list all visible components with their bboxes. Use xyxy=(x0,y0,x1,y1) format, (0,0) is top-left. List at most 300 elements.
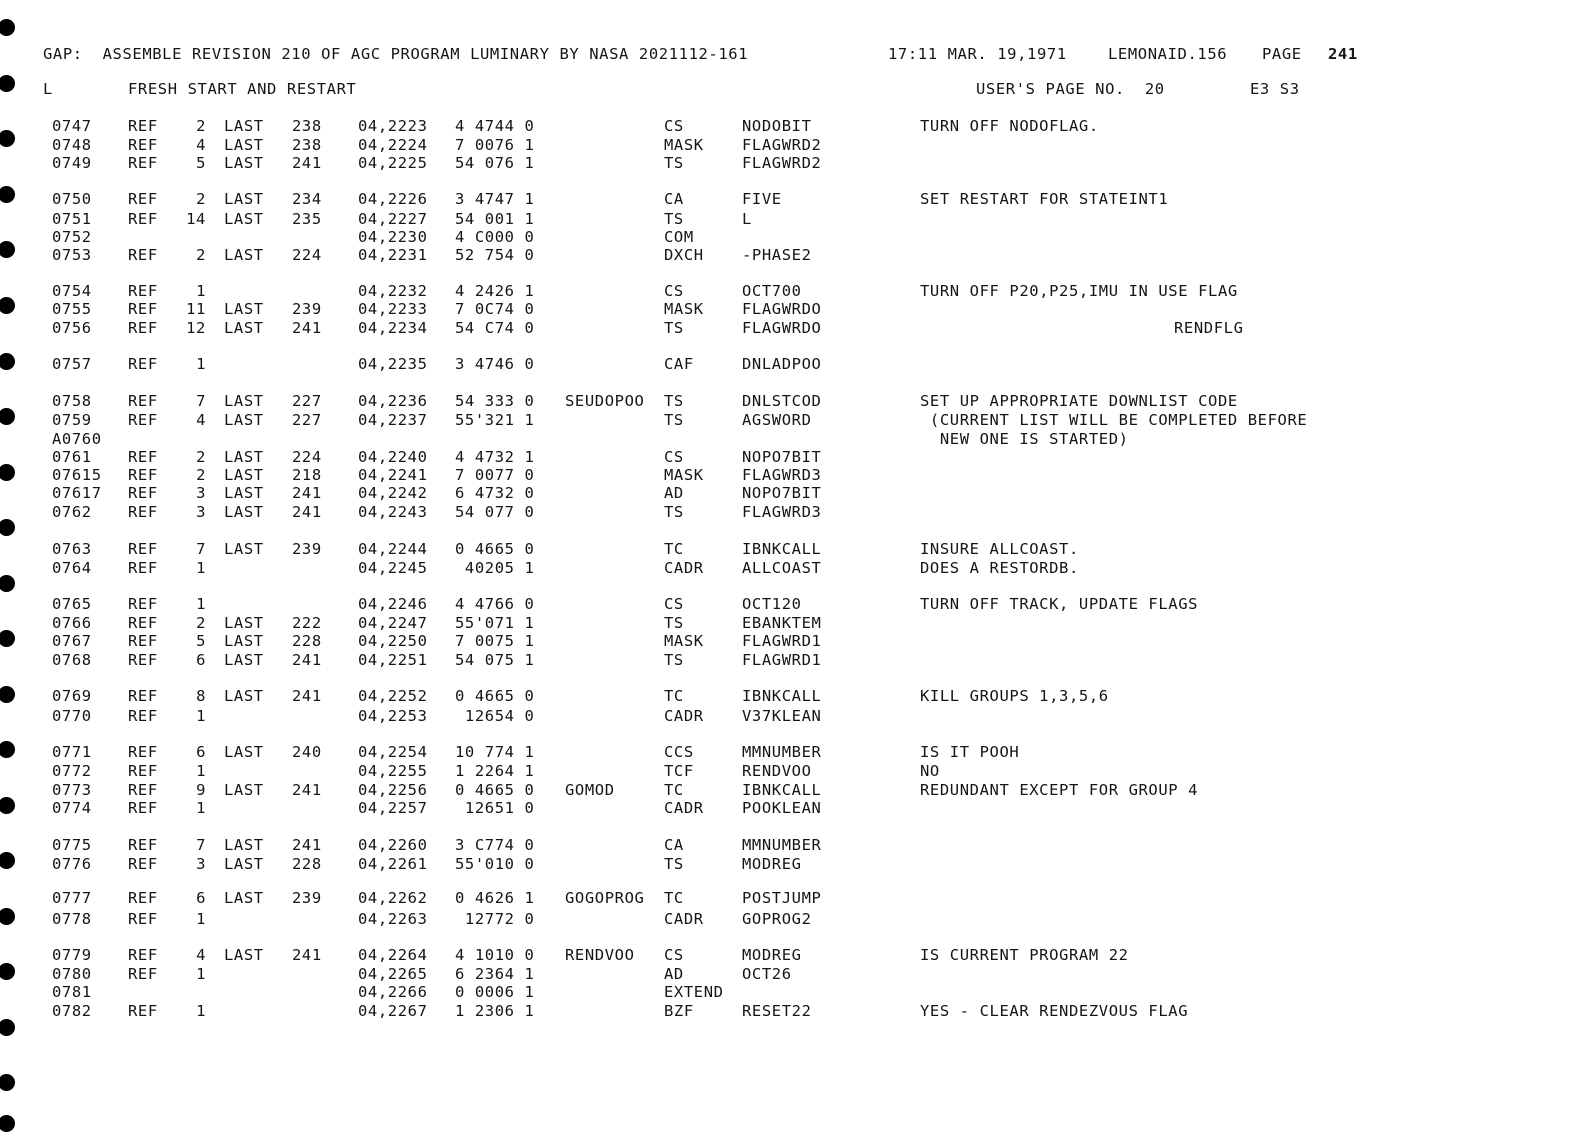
operand: FLAGWRDO xyxy=(742,319,822,337)
listing-row xyxy=(0,448,1585,467)
feed-hole xyxy=(0,19,15,36)
listing-row xyxy=(0,889,1585,908)
last-page: 239 xyxy=(292,889,322,907)
object-code: 54 C74 0 xyxy=(455,319,535,337)
opcode: TS xyxy=(664,651,684,669)
operand: IBNKCALL xyxy=(742,540,822,558)
ref-count: 1 xyxy=(196,1002,206,1020)
opcode: TS xyxy=(664,392,684,410)
last-marker: LAST xyxy=(224,540,264,558)
ref-marker: REF xyxy=(128,355,158,373)
operand: RESET22 xyxy=(742,1002,812,1020)
listing-row xyxy=(0,762,1585,781)
line-number: 0776 xyxy=(52,855,92,873)
operand: AGSWORD xyxy=(742,411,812,429)
object-code: 7 0C74 0 xyxy=(455,300,535,318)
address: 04,2266 xyxy=(358,983,428,1001)
operand: MODREG xyxy=(742,946,802,964)
line-number: 0763 xyxy=(52,540,92,558)
comment-extra: RENDFLG xyxy=(1174,319,1244,337)
line-number: 0767 xyxy=(52,632,92,650)
object-code: 54 075 1 xyxy=(455,651,535,669)
ref-marker: REF xyxy=(128,117,158,135)
opcode: TC xyxy=(664,889,684,907)
opcode: COM xyxy=(664,228,694,246)
object-code: 1 2264 1 xyxy=(455,762,535,780)
last-marker: LAST xyxy=(224,632,264,650)
last-marker: LAST xyxy=(224,319,264,337)
address: 04,2261 xyxy=(358,855,428,873)
address: 04,2226 xyxy=(358,190,428,208)
last-marker: LAST xyxy=(224,448,264,466)
object-code: 0 4626 1 xyxy=(455,889,535,907)
last-marker: LAST xyxy=(224,836,264,854)
ref-count: 9 xyxy=(196,781,206,799)
object-code: 0 4665 0 xyxy=(455,781,535,799)
ref-marker: REF xyxy=(128,559,158,577)
line-number: 0774 xyxy=(52,799,92,817)
object-code: 1 2306 1 xyxy=(455,1002,535,1020)
listing-row xyxy=(0,503,1585,522)
opcode: CADR xyxy=(664,707,704,725)
object-code: 4 4744 0 xyxy=(455,117,535,135)
opcode: TC xyxy=(664,540,684,558)
ref-marker: REF xyxy=(128,707,158,725)
operand: OCT26 xyxy=(742,965,792,983)
listing-row xyxy=(0,136,1585,155)
ref-marker: REF xyxy=(128,1002,158,1020)
opcode: MASK xyxy=(664,300,704,318)
listing-row xyxy=(0,559,1585,578)
ref-marker: REF xyxy=(128,282,158,300)
ref-marker: REF xyxy=(128,762,158,780)
operand: RENDVOO xyxy=(742,762,812,780)
line-number: 0751 xyxy=(52,210,92,228)
listing-row xyxy=(0,430,1585,449)
opcode: CADR xyxy=(664,559,704,577)
ref-count: 1 xyxy=(196,707,206,725)
object-code: 10 774 1 xyxy=(455,743,535,761)
ref-marker: REF xyxy=(128,136,158,154)
last-marker: LAST xyxy=(224,154,264,172)
ref-marker: REF xyxy=(128,836,158,854)
comment: TURN OFF P20,P25,IMU IN USE FLAG xyxy=(920,282,1238,300)
object-code: 0 4665 0 xyxy=(455,687,535,705)
address: 04,2257 xyxy=(358,799,428,817)
address: 04,2231 xyxy=(358,246,428,264)
listing-job: LEMONAID.156 xyxy=(1108,45,1228,63)
last-marker: LAST xyxy=(224,136,264,154)
last-page: 228 xyxy=(292,855,322,873)
symbol-label: SEUDOPOO xyxy=(565,392,645,410)
line-number: 0749 xyxy=(52,154,92,172)
address: 04,2232 xyxy=(358,282,428,300)
object-code: 12654 0 xyxy=(455,707,535,725)
line-number: 0750 xyxy=(52,190,92,208)
line-number: 0756 xyxy=(52,319,92,337)
object-code: 4 4732 1 xyxy=(455,448,535,466)
listing-row xyxy=(0,632,1585,651)
ref-marker: REF xyxy=(128,319,158,337)
comment: KILL GROUPS 1,3,5,6 xyxy=(920,687,1109,705)
object-code: 3 4747 1 xyxy=(455,190,535,208)
last-page: 222 xyxy=(292,614,322,632)
ref-count: 2 xyxy=(196,466,206,484)
listing-row xyxy=(0,190,1585,209)
ref-count: 4 xyxy=(196,946,206,964)
listing-row xyxy=(0,484,1585,503)
operand: -PHASE2 xyxy=(742,246,812,264)
listing-row xyxy=(0,799,1585,818)
address: 04,2254 xyxy=(358,743,428,761)
ref-count: 7 xyxy=(196,540,206,558)
line-number: 0779 xyxy=(52,946,92,964)
operand: NOPO7BIT xyxy=(742,448,822,466)
comment: (CURRENT LIST WILL BE COMPLETED BEFORE xyxy=(920,411,1308,429)
object-code: 6 2364 1 xyxy=(455,965,535,983)
address: 04,2265 xyxy=(358,965,428,983)
opcode: MASK xyxy=(664,632,704,650)
listing-row xyxy=(0,210,1585,229)
ref-count: 1 xyxy=(196,799,206,817)
last-page: 241 xyxy=(292,319,322,337)
listing-row xyxy=(0,411,1585,430)
operand: POSTJUMP xyxy=(742,889,822,907)
ref-marker: REF xyxy=(128,210,158,228)
listing-row xyxy=(0,651,1585,670)
section-mark: L xyxy=(43,80,53,98)
operand: FIVE xyxy=(742,190,782,208)
ref-marker: REF xyxy=(128,781,158,799)
operand: GOPROG2 xyxy=(742,910,812,928)
ref-count: 1 xyxy=(196,595,206,613)
last-marker: LAST xyxy=(224,855,264,873)
last-marker: LAST xyxy=(224,300,264,318)
opcode: CADR xyxy=(664,910,704,928)
symbol-label: GOMOD xyxy=(565,781,615,799)
opcode: CCS xyxy=(664,743,694,761)
listing-row xyxy=(0,154,1585,173)
opcode: CAF xyxy=(664,355,694,373)
ref-count: 1 xyxy=(196,910,206,928)
opcode: TC xyxy=(664,781,684,799)
ref-marker: REF xyxy=(128,595,158,613)
operand: NODOBIT xyxy=(742,117,812,135)
listing-row xyxy=(0,836,1585,855)
operand: ALLCOAST xyxy=(742,559,822,577)
line-number: 0762 xyxy=(52,503,92,521)
last-page: 224 xyxy=(292,246,322,264)
line-number: 0777 xyxy=(52,889,92,907)
line-number: 0768 xyxy=(52,651,92,669)
last-page: 227 xyxy=(292,411,322,429)
listing-row xyxy=(0,946,1585,965)
last-page: 234 xyxy=(292,190,322,208)
comment: IS CURRENT PROGRAM 22 xyxy=(920,946,1129,964)
ref-count: 5 xyxy=(196,632,206,650)
opcode: TCF xyxy=(664,762,694,780)
object-code: 4 4766 0 xyxy=(455,595,535,613)
opcode: EXTEND xyxy=(664,983,724,1001)
last-marker: LAST xyxy=(224,946,264,964)
ref-marker: REF xyxy=(128,484,158,502)
ref-marker: REF xyxy=(128,503,158,521)
address: 04,2236 xyxy=(358,392,428,410)
opcode: TS xyxy=(664,855,684,873)
ref-marker: REF xyxy=(128,411,158,429)
ref-marker: REF xyxy=(128,946,158,964)
ref-marker: REF xyxy=(128,910,158,928)
line-number: 0755 xyxy=(52,300,92,318)
address: 04,2245 xyxy=(358,559,428,577)
address: 04,2264 xyxy=(358,946,428,964)
address: 04,2225 xyxy=(358,154,428,172)
line-number: 0769 xyxy=(52,687,92,705)
operand: MODREG xyxy=(742,855,802,873)
operand: IBNKCALL xyxy=(742,781,822,799)
object-code: 52 754 0 xyxy=(455,246,535,264)
listing-row xyxy=(0,910,1585,929)
ref-marker: REF xyxy=(128,743,158,761)
operand: NOPO7BIT xyxy=(742,484,822,502)
object-code: 3 C774 0 xyxy=(455,836,535,854)
listing-row xyxy=(0,540,1585,559)
object-code: 54 001 1 xyxy=(455,210,535,228)
comment: SET RESTART FOR STATEINT1 xyxy=(920,190,1169,208)
line-number: 0757 xyxy=(52,355,92,373)
object-code: 54 333 0 xyxy=(455,392,535,410)
comment: NEW ONE IS STARTED) xyxy=(920,430,1129,448)
ref-marker: REF xyxy=(128,889,158,907)
last-marker: LAST xyxy=(224,210,264,228)
object-code: 4 1010 0 xyxy=(455,946,535,964)
listing-row xyxy=(0,965,1585,984)
address: 04,2223 xyxy=(358,117,428,135)
line-number: 0782 xyxy=(52,1002,92,1020)
last-marker: LAST xyxy=(224,889,264,907)
object-code: 55'071 1 xyxy=(455,614,535,632)
address: 04,2256 xyxy=(358,781,428,799)
object-code: 40205 1 xyxy=(455,559,535,577)
last-page: 228 xyxy=(292,632,322,650)
ref-marker: REF xyxy=(128,965,158,983)
opcode: TS xyxy=(664,210,684,228)
address: 04,2247 xyxy=(358,614,428,632)
ref-count: 6 xyxy=(196,889,206,907)
last-page: 235 xyxy=(292,210,322,228)
ref-count: 1 xyxy=(196,282,206,300)
address: 04,2244 xyxy=(358,540,428,558)
listing-row xyxy=(0,319,1585,338)
line-number: 0764 xyxy=(52,559,92,577)
address: 04,2260 xyxy=(358,836,428,854)
last-marker: LAST xyxy=(224,614,264,632)
ref-count: 6 xyxy=(196,651,206,669)
ref-count: 3 xyxy=(196,484,206,502)
listing-row xyxy=(0,687,1585,706)
last-page: 241 xyxy=(292,154,322,172)
last-page: 240 xyxy=(292,743,322,761)
line-number: 0761 xyxy=(52,448,92,466)
opcode: CA xyxy=(664,190,684,208)
line-number: 0775 xyxy=(52,836,92,854)
ref-marker: REF xyxy=(128,466,158,484)
line-number: 07615 xyxy=(52,466,102,484)
line-number: 0765 xyxy=(52,595,92,613)
operand: MMNUMBER xyxy=(742,836,822,854)
comment: NO xyxy=(920,762,940,780)
line-number: 0781 xyxy=(52,983,92,1001)
listing-row xyxy=(0,246,1585,265)
last-page: 241 xyxy=(292,781,322,799)
ref-marker: REF xyxy=(128,540,158,558)
last-marker: LAST xyxy=(224,246,264,264)
listing-row xyxy=(0,282,1585,301)
ref-count: 4 xyxy=(196,411,206,429)
last-page: 238 xyxy=(292,117,322,135)
operand: DNLADPOO xyxy=(742,355,822,373)
line-number: 0766 xyxy=(52,614,92,632)
last-page: 241 xyxy=(292,651,322,669)
last-marker: LAST xyxy=(224,392,264,410)
ref-count: 6 xyxy=(196,743,206,761)
address: 04,2263 xyxy=(358,910,428,928)
listing-row xyxy=(0,855,1585,874)
ref-count: 4 xyxy=(196,136,206,154)
ref-count: 8 xyxy=(196,687,206,705)
last-marker: LAST xyxy=(224,484,264,502)
last-page: 241 xyxy=(292,484,322,502)
address: 04,2243 xyxy=(358,503,428,521)
comment: TURN OFF NODOFLAG. xyxy=(920,117,1099,135)
opcode: CS xyxy=(664,282,684,300)
feed-hole xyxy=(0,75,15,92)
last-page: 239 xyxy=(292,540,322,558)
ref-count: 1 xyxy=(196,559,206,577)
operand: FLAGWRD2 xyxy=(742,136,822,154)
opcode: TS xyxy=(664,503,684,521)
line-number: 0770 xyxy=(52,707,92,725)
object-code: 4 2426 1 xyxy=(455,282,535,300)
ref-count: 2 xyxy=(196,246,206,264)
address: 04,2252 xyxy=(358,687,428,705)
ref-count: 11 xyxy=(186,300,206,318)
ref-marker: REF xyxy=(128,154,158,172)
comment: INSURE ALLCOAST. xyxy=(920,540,1079,558)
ref-count: 2 xyxy=(196,117,206,135)
object-code: 12772 0 xyxy=(455,910,535,928)
listing-row xyxy=(0,743,1585,762)
comment: SET UP APPROPRIATE DOWNLIST CODE xyxy=(920,392,1238,410)
ref-count: 5 xyxy=(196,154,206,172)
operand: FLAGWRDO xyxy=(742,300,822,318)
object-code: 0 4665 0 xyxy=(455,540,535,558)
address: 04,2237 xyxy=(358,411,428,429)
operand: IBNKCALL xyxy=(742,687,822,705)
comment: REDUNDANT EXCEPT FOR GROUP 4 xyxy=(920,781,1199,799)
address: 04,2230 xyxy=(358,228,428,246)
ref-count: 3 xyxy=(196,855,206,873)
opcode: AD xyxy=(664,965,684,983)
operand: OCT120 xyxy=(742,595,802,613)
opcode: DXCH xyxy=(664,246,704,264)
listing-row xyxy=(0,781,1585,800)
comment: DOES A RESTORDB. xyxy=(920,559,1079,577)
opcode: TS xyxy=(664,614,684,632)
object-code: 3 4746 0 xyxy=(455,355,535,373)
symbol-label: RENDVOO xyxy=(565,946,635,964)
feed-hole xyxy=(0,1074,15,1091)
users-page: USER'S PAGE NO. 20 xyxy=(976,80,1165,98)
object-code: 7 0077 0 xyxy=(455,466,535,484)
last-marker: LAST xyxy=(224,687,264,705)
address: 04,2250 xyxy=(358,632,428,650)
last-marker: LAST xyxy=(224,781,264,799)
last-page: 238 xyxy=(292,136,322,154)
object-code: 0 0006 1 xyxy=(455,983,535,1001)
last-marker: LAST xyxy=(224,117,264,135)
operand: DNLSTCOD xyxy=(742,392,822,410)
ref-count: 2 xyxy=(196,448,206,466)
operand: MMNUMBER xyxy=(742,743,822,761)
last-page: 241 xyxy=(292,687,322,705)
listing-row xyxy=(0,300,1585,319)
last-page: 241 xyxy=(292,836,322,854)
ref-marker: REF xyxy=(128,300,158,318)
listing-row xyxy=(0,117,1585,136)
listing-timestamp: 17:11 MAR. 19,1971 xyxy=(888,45,1067,63)
last-page: 224 xyxy=(292,448,322,466)
object-code: 55'321 1 xyxy=(455,411,535,429)
opcode: MASK xyxy=(664,466,704,484)
ref-marker: REF xyxy=(128,190,158,208)
address: 04,2240 xyxy=(358,448,428,466)
line-number: 0759 xyxy=(52,411,92,429)
comment: TURN OFF TRACK, UPDATE FLAGS xyxy=(920,595,1199,613)
line-number: 0778 xyxy=(52,910,92,928)
line-number: 0758 xyxy=(52,392,92,410)
ref-count: 1 xyxy=(196,762,206,780)
opcode: TS xyxy=(664,154,684,172)
ref-marker: REF xyxy=(128,855,158,873)
listing-row xyxy=(0,595,1585,614)
page-number: 241 xyxy=(1328,45,1358,63)
listing-row xyxy=(0,1002,1585,1021)
page-label: PAGE xyxy=(1262,45,1302,63)
address: 04,2267 xyxy=(358,1002,428,1020)
ref-marker: REF xyxy=(128,651,158,669)
object-code: 12651 0 xyxy=(455,799,535,817)
listing-row xyxy=(0,392,1585,411)
ref-marker: REF xyxy=(128,632,158,650)
address: 04,2262 xyxy=(358,889,428,907)
object-code: 4 C000 0 xyxy=(455,228,535,246)
ref-count: 1 xyxy=(196,965,206,983)
address: 04,2255 xyxy=(358,762,428,780)
operand: FLAGWRD1 xyxy=(742,632,822,650)
address: 04,2253 xyxy=(358,707,428,725)
comment: IS IT POOH xyxy=(920,743,1020,761)
operand: FLAGWRD3 xyxy=(742,466,822,484)
opcode: CADR xyxy=(664,799,704,817)
object-code: 55'010 0 xyxy=(455,855,535,873)
line-number: 0771 xyxy=(52,743,92,761)
section-title: FRESH START AND RESTART xyxy=(128,80,357,98)
address: 04,2234 xyxy=(358,319,428,337)
address: 04,2242 xyxy=(358,484,428,502)
line-number: 0753 xyxy=(52,246,92,264)
operand: FLAGWRD1 xyxy=(742,651,822,669)
